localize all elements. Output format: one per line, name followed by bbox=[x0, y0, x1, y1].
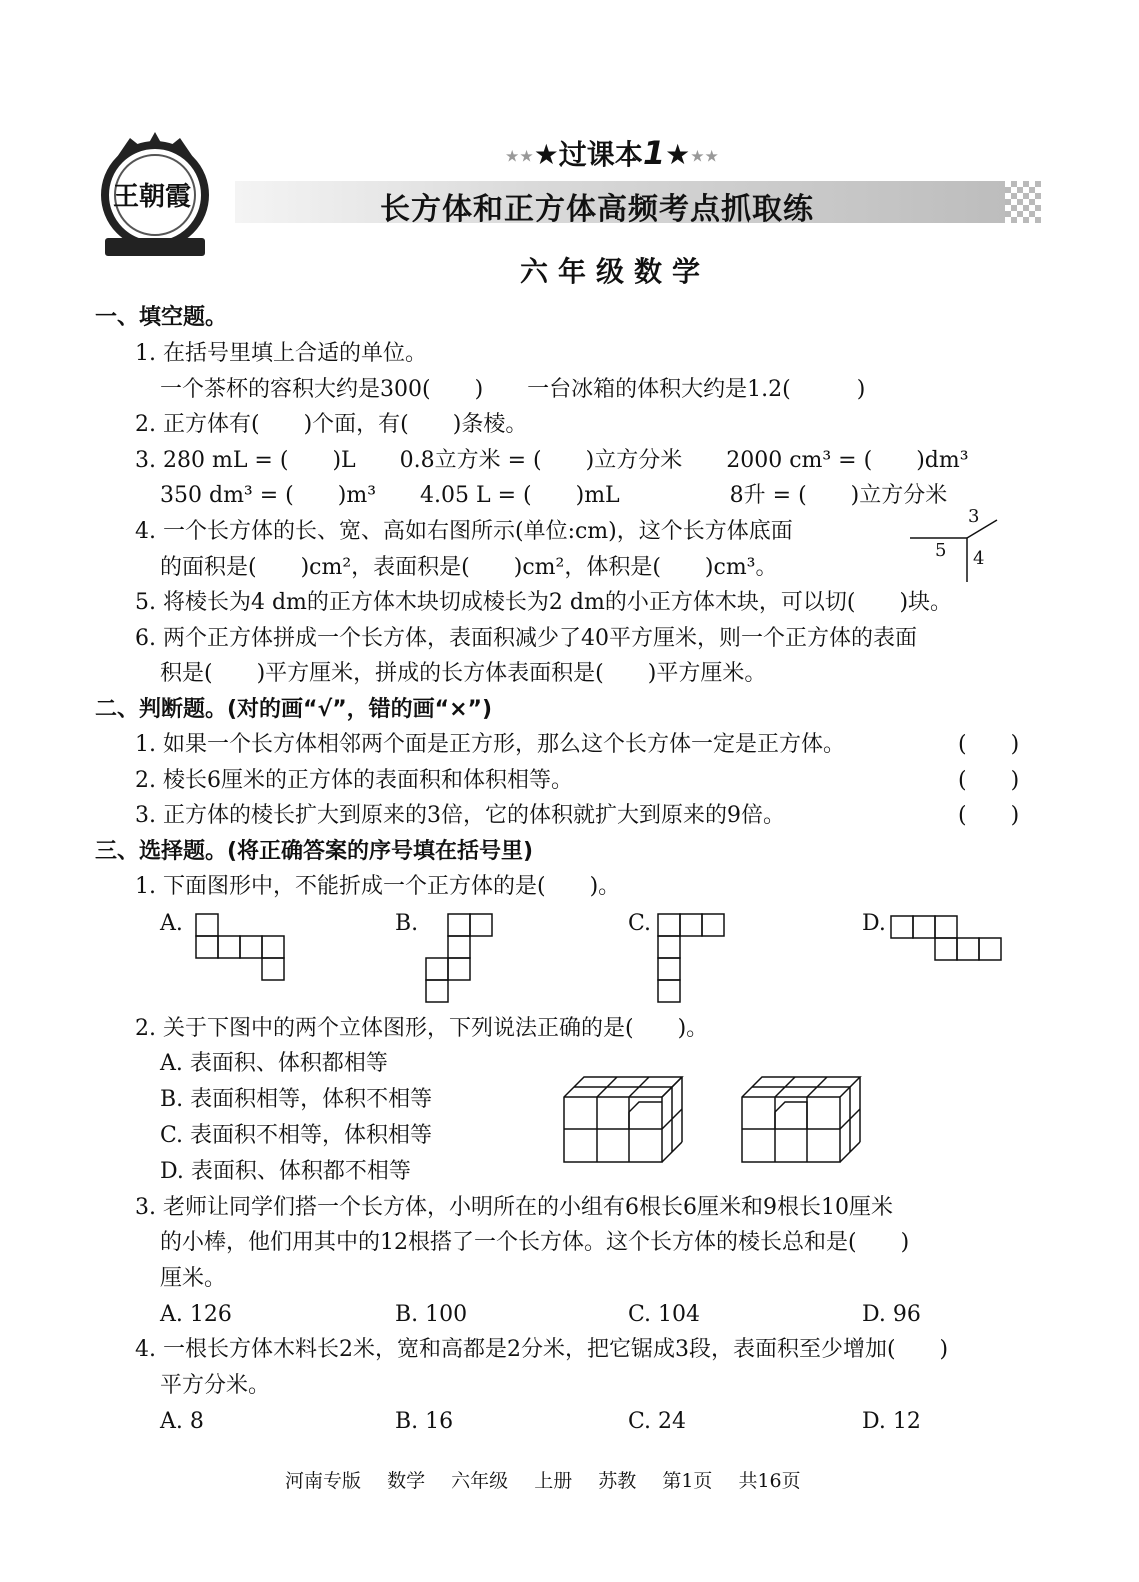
footer-grade: 六年级 bbox=[451, 1470, 509, 1492]
footer-total-pages: 共16页 bbox=[738, 1470, 801, 1492]
s3-q4-option-a: A. 8 bbox=[160, 1409, 204, 1434]
s1-q3-line2: 350 dm³ = ( )m³ 4.05 L = ( )mL 8升 = ( )立方分米 bbox=[160, 483, 948, 508]
s3-q3-option-c: C. 104 bbox=[628, 1302, 701, 1327]
figure-height-label: 4 bbox=[973, 548, 985, 569]
s3-q3-option-d: D. 96 bbox=[862, 1302, 921, 1327]
section1-heading: 一、填空题。 bbox=[95, 305, 228, 330]
s1-q5: 5. 将棱长为4 dm的正方体木块切成棱长为2 dm的小正方体木块，可以切( )块。 bbox=[135, 590, 953, 615]
title-bar-pattern bbox=[1005, 181, 1041, 223]
page-footer bbox=[285, 1466, 821, 1493]
logo-text: 王朝霞 bbox=[113, 182, 192, 212]
footer-publisher: 苏教 bbox=[598, 1470, 637, 1492]
kicker-text: 过课本 bbox=[558, 138, 643, 171]
s2-q2-bracket: ( ) bbox=[958, 768, 1020, 793]
s3-q3-line3: 厘米。 bbox=[160, 1266, 227, 1291]
net-option-a-label: A. bbox=[160, 911, 183, 936]
s3-q4-option-c: C. 24 bbox=[628, 1409, 687, 1434]
s2-q2: 2. 棱长6厘米的正方体的表面积和体积相等。 bbox=[135, 768, 573, 793]
s1-q1-line2: 一个茶杯的容积大约是300( ) 一台冰箱的体积大约是1.2( ) bbox=[160, 377, 866, 402]
s3-q2-option-a: A. 表面积、体积都相等 bbox=[160, 1051, 388, 1076]
section3-heading: 三、选择题。(将正确答案的序号填在括号里) bbox=[95, 839, 534, 864]
s2-q1: 1. 如果一个长方体相邻两个面是正方形，那么这个长方体一定是正方体。 bbox=[135, 732, 845, 757]
s1-q6-line1: 6. 两个正方体拼成一个长方体，表面积减少了40平方厘米，则一个正方体的表面 bbox=[135, 626, 917, 651]
s1-q4-line1: 4. 一个长方体的长、宽、高如右图所示(单位:cm)，这个长方体底面 bbox=[135, 519, 793, 544]
s3-q2: 2. 关于下图中的两个立体图形，下列说法正确的是( )。 bbox=[135, 1016, 709, 1041]
cuboid-dimension-figure bbox=[905, 506, 1005, 585]
net-b bbox=[425, 913, 495, 1005]
kicker: ★★★过课本1★★★ bbox=[505, 134, 719, 172]
s3-q4-line1: 4. 一根长方体木料长2米，宽和高都是2分米，把它锯成3段，表面积至少增加( ) bbox=[135, 1337, 949, 1362]
net-option-b-label: B. bbox=[395, 911, 419, 936]
footer-edition: 河南专版 bbox=[285, 1470, 362, 1492]
solid-figure-left bbox=[563, 1072, 685, 1164]
page-title: 长方体和正方体高频考点抓取练 bbox=[380, 192, 814, 227]
net-d bbox=[890, 915, 1004, 963]
s2-q1-bracket: ( ) bbox=[958, 732, 1020, 757]
s1-q1-line1: 1. 在括号里填上合适的单位。 bbox=[135, 341, 427, 366]
s3-q3-line1: 3. 老师让同学们搭一个长方体，小明所在的小组有6根长6厘米和9根长10厘米 bbox=[135, 1195, 893, 1220]
footer-volume: 上册 bbox=[534, 1470, 573, 1492]
solid-figure-right bbox=[741, 1072, 863, 1164]
s3-q3-option-a: A. 126 bbox=[160, 1302, 232, 1327]
s1-q6-line2: 积是( )平方厘米，拼成的长方体表面积是( )平方厘米。 bbox=[160, 661, 767, 686]
s3-q2-option-c: C. 表面积不相等，体积相等 bbox=[160, 1123, 433, 1148]
logo bbox=[95, 120, 215, 260]
s1-q4-line2: 的面积是( )cm²，表面积是( )cm²，体积是( )cm³。 bbox=[160, 555, 778, 580]
s3-q3-line2: 的小棒，他们用其中的12根搭了一个长方体。这个长方体的棱长总和是( ) bbox=[160, 1230, 910, 1255]
footer-subject: 数学 bbox=[387, 1470, 426, 1492]
figure-length-label: 5 bbox=[935, 540, 947, 561]
kicker-number: 1 bbox=[642, 134, 666, 172]
section2-heading: 二、判断题。(对的画“√”，错的画“×”) bbox=[95, 697, 493, 722]
s3-q4-line2: 平方分米。 bbox=[160, 1373, 271, 1398]
s1-q2: 2. 正方体有( )个面，有( )条棱。 bbox=[135, 412, 528, 437]
net-option-d-label: D. bbox=[862, 911, 886, 936]
figure-width-label: 3 bbox=[968, 506, 980, 527]
s3-q3-option-b: B. 100 bbox=[395, 1302, 468, 1327]
s2-q3-bracket: ( ) bbox=[958, 803, 1020, 828]
s1-q3-line1: 3. 280 mL = ( )L 0.8立方米 = ( )立方分米 2000 cm³ = ( )dm³ bbox=[135, 448, 969, 473]
net-c bbox=[657, 913, 727, 1005]
s3-q2-option-d: D. 表面积、体积都不相等 bbox=[160, 1159, 411, 1184]
page-subtitle: 六年级数学 bbox=[520, 255, 711, 288]
footer-page-number: 第1页 bbox=[662, 1470, 713, 1492]
net-option-c-label: C. bbox=[628, 911, 652, 936]
s3-q2-option-b: B. 表面积相等，体积不相等 bbox=[160, 1087, 433, 1112]
s3-q4-option-b: B. 16 bbox=[395, 1409, 454, 1434]
s3-q4-option-d: D. 12 bbox=[862, 1409, 921, 1434]
net-a bbox=[195, 913, 287, 983]
s3-q1: 1. 下面图形中，不能折成一个正方体的是( )。 bbox=[135, 874, 621, 899]
s2-q3: 3. 正方体的棱长扩大到原来的3倍，它的体积就扩大到原来的9倍。 bbox=[135, 803, 785, 828]
